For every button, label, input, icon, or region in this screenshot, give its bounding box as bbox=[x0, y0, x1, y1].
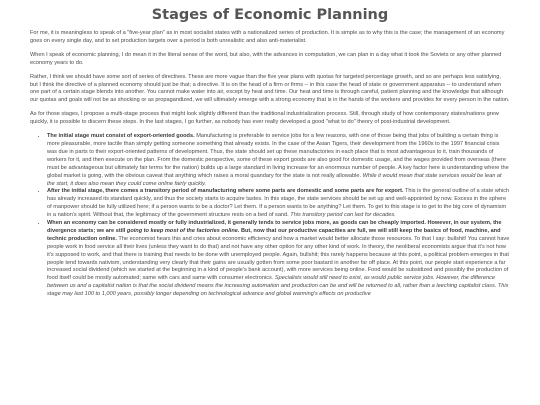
stage-1-body: Manufacturing is preferable to service jobs for a few reasons, with one of those being that jobs of building a certain thing is more pleasurable, more tactile than simply getting someone something that already exists. In the case of the Asian Tigers, their development from the 1960s to the 1997 financial crisis was due in parts to their export-oriented patterns of development. Thus, the state should set up these manufactories in each place that is most advantageous to it, train thousands of workers for it, and then execute on the plan. From the domestic perspective, some of these export goods are also good for domestic usage, and the wages provided from overseas (there must be advantageous but ultimately fair terms for the nation) builds up a large standard in living increase for an enormous number of people. A key factor here is understanding where the global market is going, with the obvious caveat that anything which raises a moral quandary for the state is not really allowable. bbox=[47, 133, 509, 179]
stage-3-heading-start: When an economy can be considered mostly or fully industrialized, it generally tends to service jobs more, as goods can be cheaply imported. However, in our system, the divergence starts; we are still bbox=[47, 220, 502, 234]
stage-2-body: This is the general outline of a state which has already increased its standard quickly, and thus the society starts to acquire tastes. In this stage, the state services should be set up and well-appointed by now. Excess in the sphere of manpower should be fully utilized here; if a person wants to be a doctor? Let them. If a person wants to be anything? Let them. To get to this stage is to get to the big core of dynamism in a nation's spirit. Without that, the legitimacy of the government structure rests on a bed of sand. bbox=[47, 188, 510, 219]
stage-1-note: While it would mean that state services would be lean at the start, it does also mean they could come online fairly quickly. bbox=[47, 172, 502, 187]
page-title: Stages of Economic Planning bbox=[151, 7, 389, 23]
paragraph-five-year-plan: For me, it is meaningless to speak of a "five-year plan" as in most socialist states with a nationalized series of production. It is simple as to why this is the case; the management of an economy goes on every single day, and to set production targets over a period is both unrealistic and also anti-materialist. bbox=[30, 30, 505, 44]
list-item bbox=[47, 220, 510, 299]
stage-3-body: The economist hears this and cries about economic efficiency and how a market would better allocate those resources. To that I say: bullshit! You cannot have people work in food service all their lives (unless they want to do that) and not have any other option for any other kind of work. In theory, the neoliberal economists argue that it's not how it's supposed to work, and that there is training that needs to be done with unemployed people. Again, bullshit; this rarely happens because at this point, a political problem emerges in that people tend towards nativism, understanding very clearly that their gains are usually gotten from some poor bastard in another far off place. At this point, our people start experience a far increased social dividend (which we started at the beginning in a kind of people's bank account), with more services being online. Food would be subsidized and possibly the production of food itself could be mostly automated; same with cars and same with consumer electronics. bbox=[47, 235, 510, 282]
stage-3-note: Specialists would still need to exist, as would public service jobs. However, the difference between us and a capitalist nation is that the social dividend means the increasing automation and production can be and will be returned to all, rather than a leeching capitalist class. This stage may last 100 to 1,000 years, possibly longer depending on technological advance and global warming's effects on productive bbox=[47, 275, 509, 298]
list-item bbox=[47, 188, 510, 220]
stage-1-heading: The initial stage must consist of export-oriented goods. bbox=[47, 133, 195, 140]
stage-2-heading: After the initial stage, there comes a transitory period of manufacturing where some parts are domestic and some parts are for export. bbox=[47, 188, 404, 195]
paragraph-stages-intro: As for those stages, I propose a multi-stage process that might look slightly different than the traditional industrialization process. Still, through study of how contemporary states/nations grew quickly, it is possible to discern these steps. In the last stages, I go further, as nobody has ever really developed a good "what to do" theory of post-industrial development. bbox=[30, 111, 499, 126]
stage-2-note: This transitory period can last for decades. bbox=[290, 212, 396, 219]
list-item bbox=[47, 133, 510, 188]
stage-3-heading-italic: going to keep most of the factories online. bbox=[126, 227, 240, 234]
paragraph-planning-meaning: When I speak of economic planning, I do mean it in the literal sense of the word, but also, with the advances in computation, we can plan in a day what it took the Soviets or any other planned economy years to do. bbox=[30, 51, 502, 66]
stage-3-heading-end: But, now that our productive capacities are full, we will still keep the basics of food, machine, and technic production online. bbox=[47, 227, 501, 242]
paragraph-directives: Rather, I think we should have some sort of series of directives. These are more vague than the five year plans with quotas for targeted percentage growth, and so are perhaps less satisfying, but I think the directive of a planned economy should just be that; a directive. It is on the head of a firm or firms -- in this case the head of state or government apparatus -- to understand when one part of a certain stage blends into another. You cannot make water into air, except by heat and time. Our heat and time is through careful, patient planning and the knowledge that although our quotas and goals will not be as shocking or as propagandized, we will ultimately emerge with a strong economy that is in the hands of the workers and provides for every person in the nation. bbox=[30, 73, 510, 104]
stages-list bbox=[30, 133, 510, 299]
